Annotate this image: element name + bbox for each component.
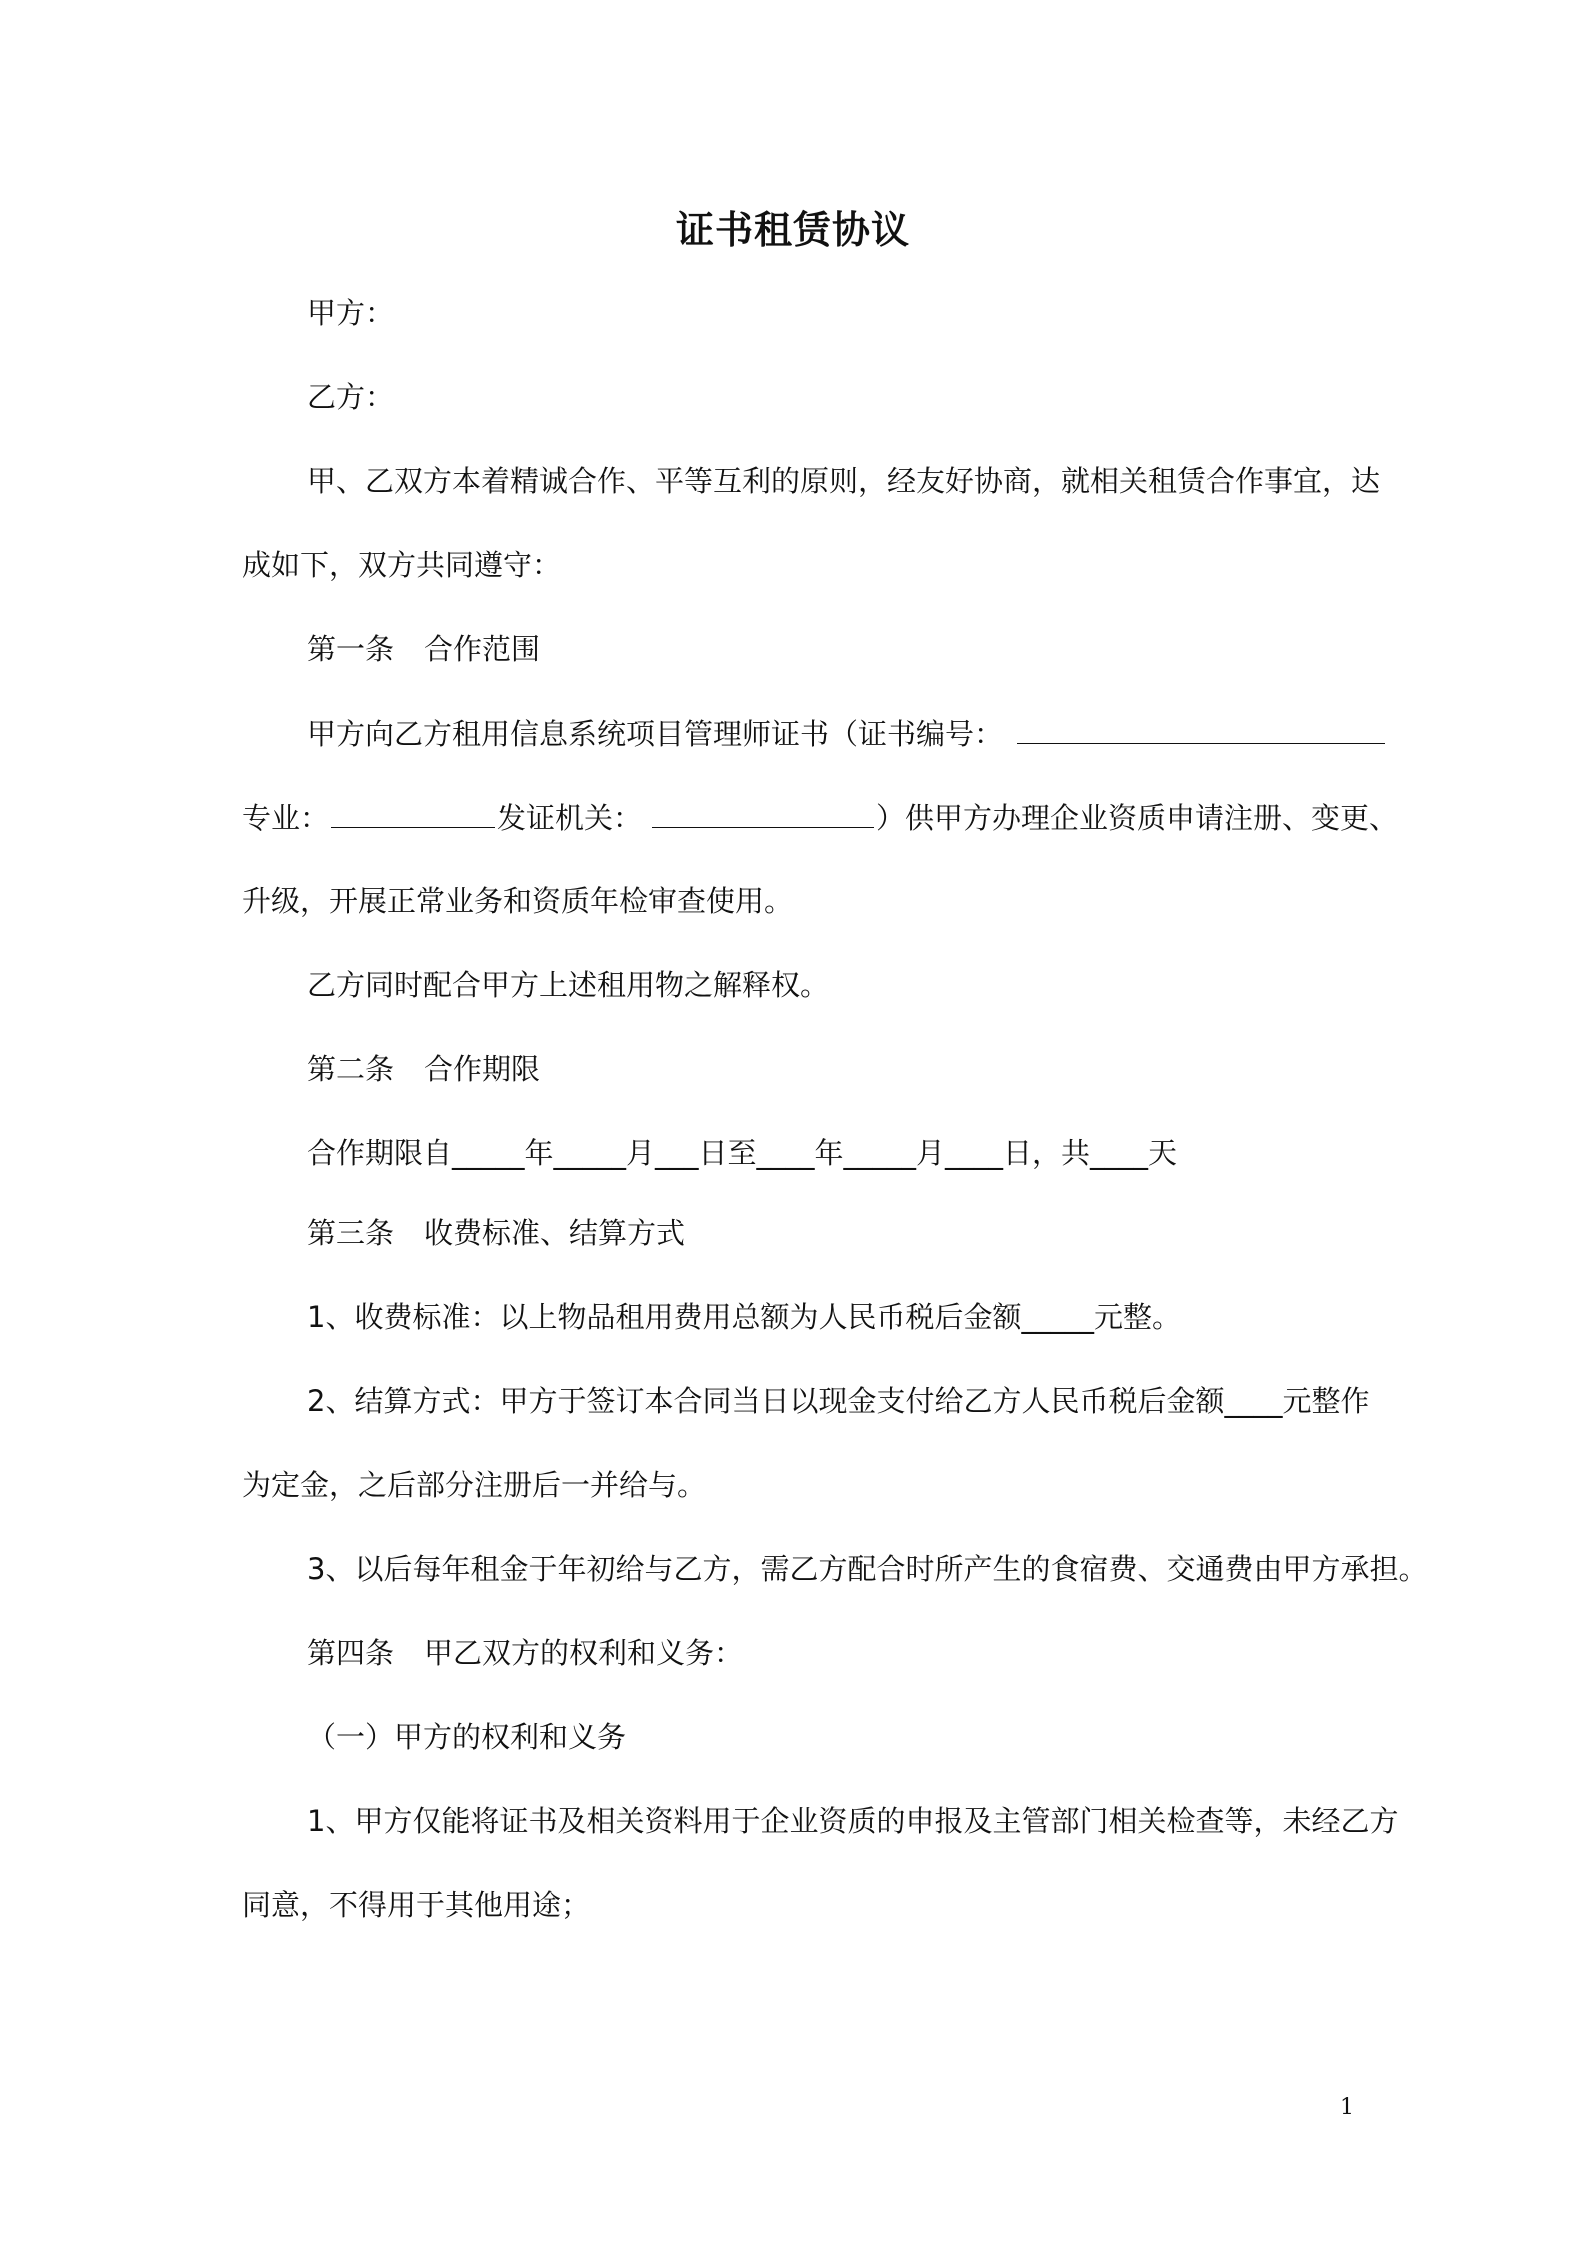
settlement-item-line-2: 为定金，之后部分注册后一并给与。 [242,1468,707,1502]
article-3-heading [307,1213,685,1253]
certificate-intro-text: 甲方向乙方租用信息系统项目管理师证书（证书编号： [307,717,1004,751]
article-1-heading [307,629,540,669]
party-a-item-1-line-1: 1、甲方仅能将证书及相关资料用于企业资质的申报及主管部门相关检查等，未经乙方 [307,1804,1399,1838]
article-4-title: 甲乙双方的权利和义务： [424,1636,744,1670]
certificate-number-blank [1017,713,1385,744]
article-3-title: 收费标准、结算方式 [424,1216,686,1250]
fee-standard-item: 1、收费标准：以上物品租用费用总额为人民币税后金额_____元整。 [307,1300,1181,1334]
issuing-authority-blank [652,797,874,828]
article-2-number: 第二条 [307,1052,395,1086]
article-1-paragraph-1-line-3: 升级，开展正常业务和资质年检审查使用。 [242,884,794,918]
annual-rent-item: 3、以后每年租金于年初给与乙方，需乙方配合时所产生的食宿费、交通费由甲方承担。 [307,1552,1428,1586]
page-number: 1 [1340,2095,1354,2120]
article-4-heading [307,1633,743,1673]
settlement-item-line-1: 2、结算方式：甲方于签订本合同当日以现金支付给乙方人民币税后金额____元整作 [307,1384,1370,1418]
cooperation-period-line: 合作期限自_____年_____月___日至____年_____月____日，共____天 [307,1136,1178,1170]
article-1-number: 第一条 [307,632,395,666]
party-b-label: 乙方： [307,380,395,414]
article-1-paragraph-1-line-1 [307,713,1387,754]
article-2-heading [307,1049,540,1089]
party-a-rights-subheading: （一）甲方的权利和义务 [307,1720,627,1754]
party-a-label: 甲方： [307,296,395,330]
specialty-label: 专业： [242,801,330,835]
preamble-line-1: 甲、乙双方本着精诚合作、平等互利的原则，经友好协商，就相关租赁合作事宜，达 [307,464,1381,498]
document-title: 证书租赁协议 [675,208,910,252]
article-4-number: 第四条 [307,1636,395,1670]
certificate-usage-text: ）供甲方办理企业资质申请注册、变更、 [876,801,1399,835]
specialty-blank [331,797,495,828]
issuing-authority-label: 发证机关： [497,801,643,835]
party-a-item-1-line-2: 同意，不得用于其他用途； [242,1888,591,1922]
preamble-line-2: 成如下，双方共同遵守： [242,548,562,582]
article-1-paragraph-1-line-2 [242,797,1398,838]
article-1-paragraph-2: 乙方同时配合甲方上述租用物之解释权。 [307,968,830,1002]
article-3-number: 第三条 [307,1216,395,1250]
article-1-title: 合作范围 [424,632,541,666]
article-2-title: 合作期限 [424,1052,541,1086]
